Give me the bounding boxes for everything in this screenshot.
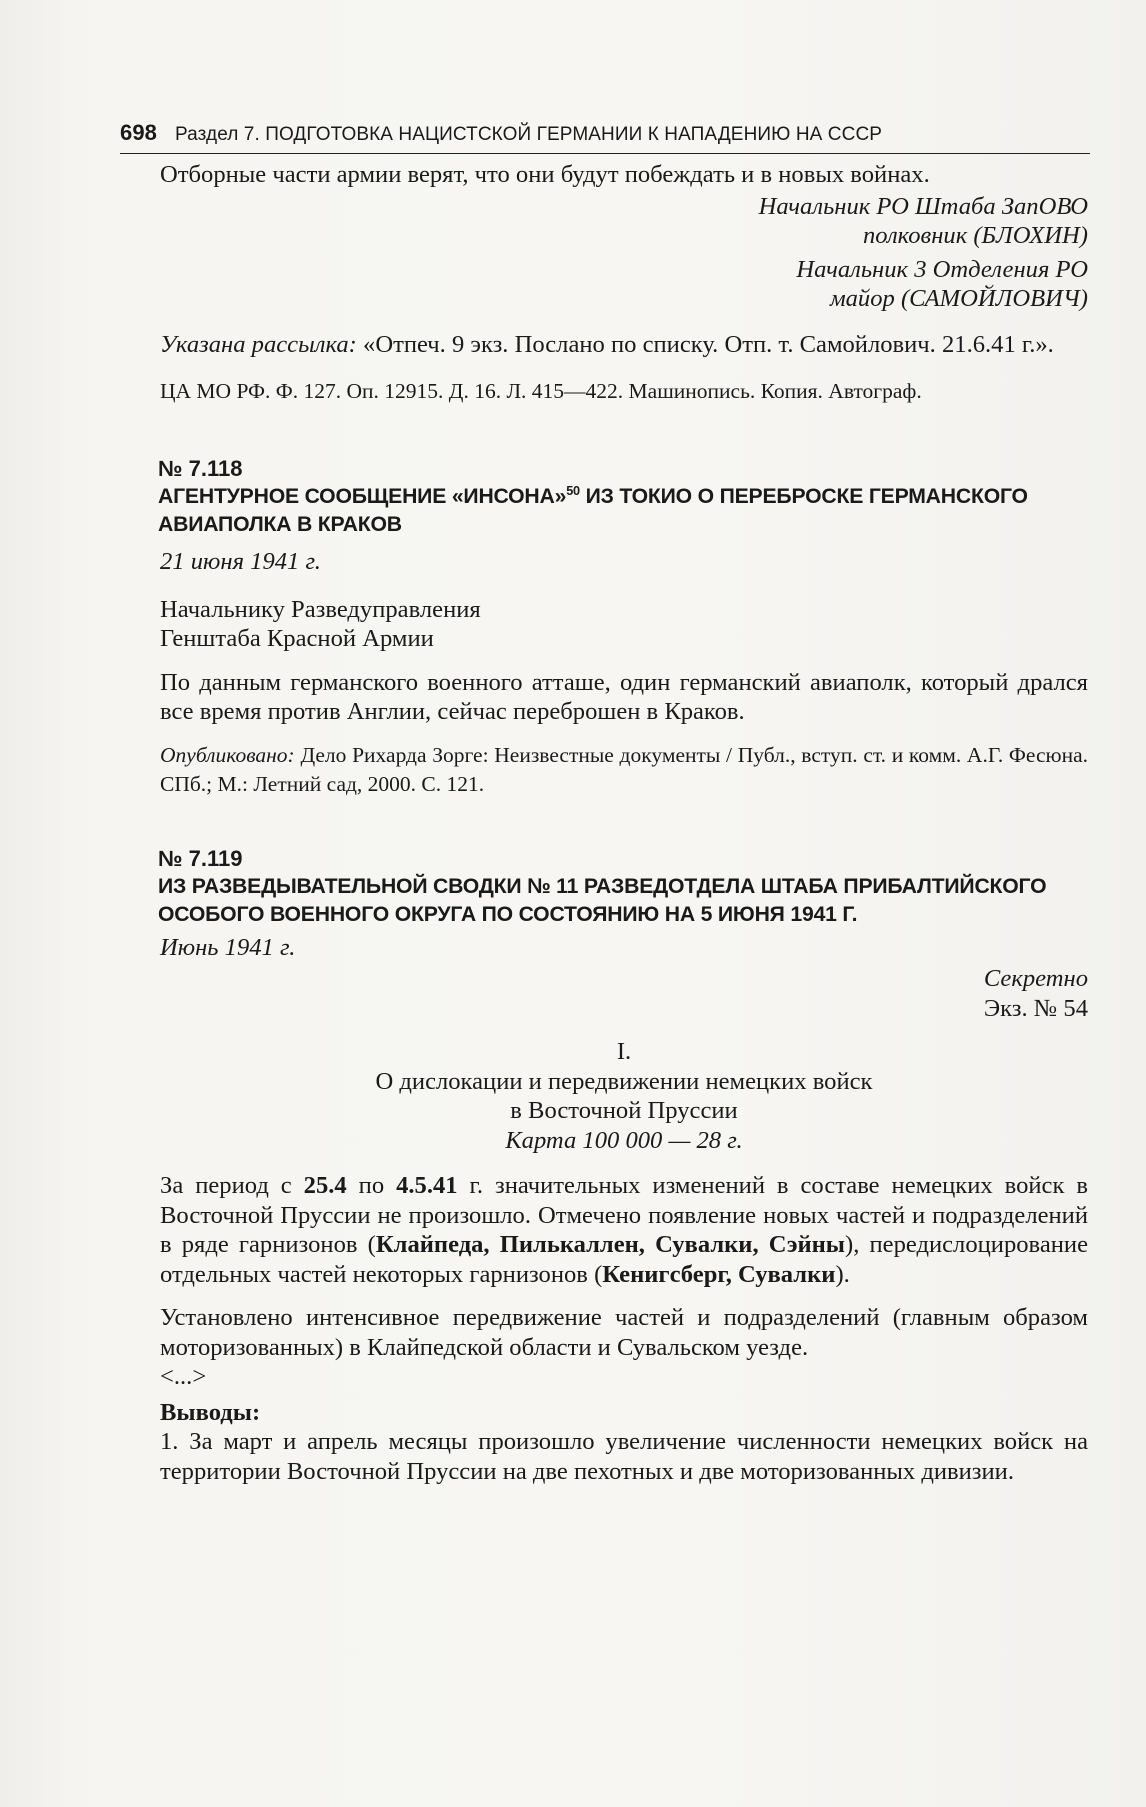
- para1-text-b: по: [346, 1172, 397, 1199]
- distribution-text: «Отпеч. 9 экз. Послано по списку. Отп. т. Самойлович. 21.6.41 г.».: [363, 330, 1054, 358]
- footnote-ref: 50: [566, 482, 580, 498]
- classification-mark: Секретно: [983, 965, 1088, 992]
- map-reference: Карта 100 000 — 28 г.: [505, 1126, 743, 1154]
- para1-garrisons-2: Кенигсберг, Сувалки: [602, 1260, 836, 1288]
- para1-text-a: За период с: [160, 1172, 304, 1199]
- doc-118-title-part1: АГЕНТУРНОЕ СООБЩЕНИЕ «ИНСОНА»: [158, 485, 567, 508]
- page-body: [160, 160, 1088, 1486]
- doc-118-text: По данным германского военного атташе, один германский авиаполк, который дрался все время против Англии, сейчас переброшен в Краков.: [160, 668, 1088, 725]
- running-header: [120, 120, 1090, 146]
- section-title-2: в Восточной Пруссии: [510, 1097, 738, 1124]
- doc-118-addressee-1: Начальнику Разведуправления: [160, 595, 481, 623]
- published-text: Дело Рихарда Зорге: Неизвестные документы / Публ., вступ. ст. и комм. А.Г. Фесюна. СПб.; М.: Летний сад, 2000. С. 121.: [160, 742, 1088, 796]
- archive-reference: ЦА МО РФ. Ф. 127. Оп. 12915. Д. 16. Л. 415—422. Машинопись. Копия. Автограф.: [160, 379, 922, 403]
- doc-118-number: № 7.118: [158, 456, 243, 481]
- doc-119-date: Июнь 1941 г.: [160, 933, 296, 961]
- signature-1-position: Начальник РО Штаба ЗапОВО: [758, 192, 1088, 220]
- para1-date-2: 4.5.41: [396, 1172, 458, 1199]
- published-label: Опубликовано:: [160, 742, 295, 767]
- running-title: Раздел 7. ПОДГОТОВКА НАЦИСТСКОЙ ГЕРМАНИИ К НАПАДЕНИЮ НА СССР: [175, 124, 883, 145]
- doc-119-para-1: [160, 1171, 1088, 1289]
- doc-118-date: 21 июня 1941 г.: [160, 548, 321, 575]
- omission-mark: <...>: [160, 1363, 207, 1390]
- signature-1-name: полковник (БЛОХИН): [862, 222, 1088, 249]
- para1-garrisons-1: Клайпеда, Пилькаллен, Сувалки, Сэйны: [375, 1231, 846, 1258]
- section-title-1: О дислокации и передвижении немецких войск: [375, 1067, 873, 1095]
- section-number: I.: [616, 1038, 632, 1065]
- doc-118-addressee-2: Генштаба Красной Армии: [160, 625, 434, 652]
- page-number: 698: [120, 120, 158, 145]
- prev-closing-text: Отборные части армии верят, что они будут побеждать и в новых войнах.: [160, 161, 930, 188]
- signature-2-position: Начальник 3 Отделения РО: [796, 255, 1088, 283]
- distribution-note: [160, 330, 1088, 360]
- para1-text-c: г. значительных изменений в составе немецких войск в Восточной Пруссии не произошло. Отмечено появление новых частей и подразделений в ряде гарнизонов (: [160, 1172, 1088, 1258]
- signature-2-name: майор (САМОЙЛОВИЧ): [829, 285, 1088, 312]
- doc-119-para-2: Установлено интенсивное передвижение частей и подразделений (главным образом моторизованных) в Клайпедской области и Сувальском уезде.: [160, 1304, 1088, 1361]
- doc-118-title: [158, 483, 1088, 539]
- doc-118-published: [160, 741, 1088, 799]
- copy-number: Экз. № 54: [983, 994, 1088, 1022]
- para1-text-e: ), передислоцирование отдельных частей некоторых гарнизонов (: [160, 1231, 1088, 1288]
- conclusions-heading: Выводы:: [160, 1398, 261, 1426]
- para1-date-1: 25.4: [303, 1172, 347, 1199]
- para1-text-f: ).: [835, 1260, 850, 1288]
- distribution-label: Указана рассылка:: [160, 330, 357, 358]
- doc-119-title: ИЗ РАЗВЕДЫВАТЕЛЬНОЙ СВОДКИ № 11 РАЗВЕДОТДЕЛА ШТАБА ПРИБАЛТИЙСКОГО ОСОБОГО ВОЕННОГО ОКРУГА ПО СОСТОЯНИЮ НА 5 ИЮНЯ 1941 Г.: [158, 874, 1047, 926]
- conclusion-1: 1. За март и апрель месяцы произошло увеличение численности немецких войск на территории Восточной Пруссии на две пехотных и две моторизованных дивизии.: [160, 1428, 1088, 1485]
- doc-119-number: № 7.119: [158, 845, 243, 871]
- doc-118-title-part2: ИЗ ТОКИО О ПЕРЕБРОСКЕ ГЕРМАНСКОГО АВИАПОЛКА В КРАКОВ: [158, 485, 1028, 536]
- header-rule: [120, 153, 1090, 154]
